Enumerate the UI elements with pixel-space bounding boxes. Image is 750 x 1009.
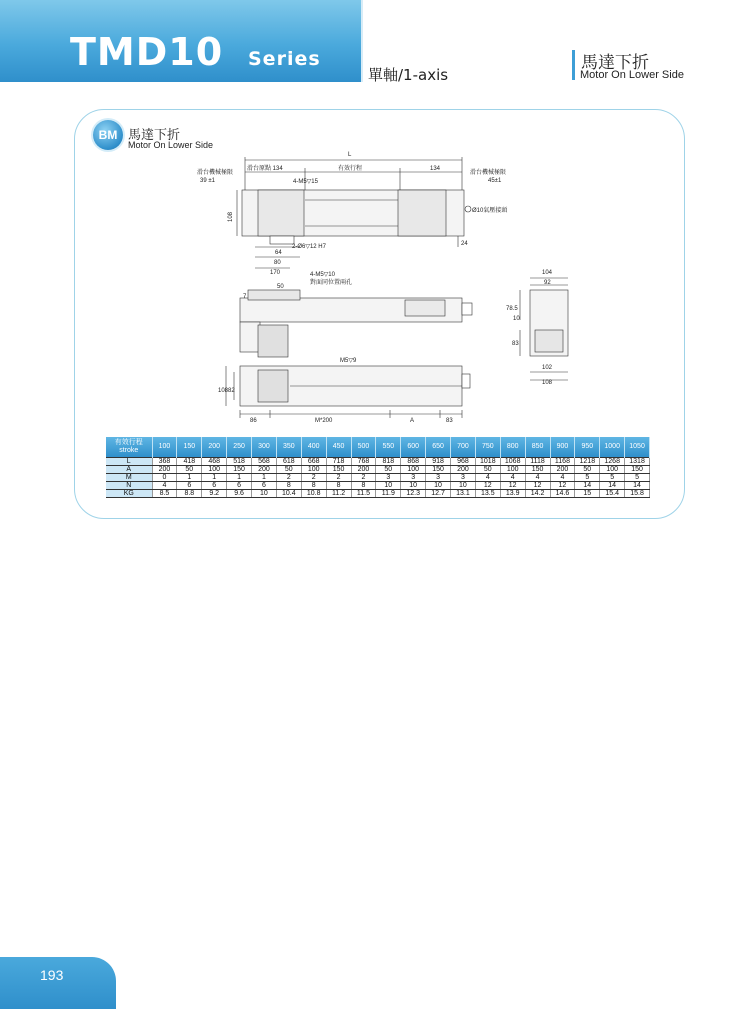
label-50: 50	[277, 284, 284, 290]
table-cell: 13.9	[500, 489, 525, 497]
table-cell: 4	[475, 473, 500, 481]
table-cell: 618	[276, 457, 301, 465]
table-cell: 14.6	[550, 489, 575, 497]
label-170: 170	[270, 270, 281, 276]
table-cell: 5	[625, 473, 650, 481]
table-row	[106, 481, 650, 489]
axis-label: 單軸/1-axis	[368, 66, 449, 84]
table-cell: 918	[426, 457, 451, 465]
stroke-col-header: 800	[500, 437, 525, 457]
label-86: 86	[250, 418, 257, 424]
table-cell: 8	[276, 481, 301, 489]
label-4m5b: 4-M5▽10	[310, 272, 335, 278]
stroke-header	[106, 437, 152, 457]
table-cell: 100	[600, 465, 625, 473]
table-cell: 150	[525, 465, 550, 473]
table-cell: 4	[152, 481, 177, 489]
row-label: M	[106, 473, 152, 481]
spec-table	[106, 437, 650, 498]
table-cell: 15	[575, 489, 600, 497]
table-cell: 15.8	[625, 489, 650, 497]
table-cell: 10.8	[301, 489, 326, 497]
label-108b: 108	[542, 380, 553, 386]
label-64: 64	[275, 250, 282, 256]
label-92: 92	[544, 280, 551, 286]
table-header-row	[106, 437, 650, 457]
table-cell: 1318	[625, 457, 650, 465]
table-cell: 1218	[575, 457, 600, 465]
label-mech-stop-left-val: 39 ±1	[200, 178, 215, 184]
stroke-col-header: 450	[326, 437, 351, 457]
label-m5b: M5▽9	[340, 358, 357, 364]
table-cell: 1	[227, 473, 252, 481]
table-cell: 418	[177, 457, 202, 465]
table-cell: 468	[202, 457, 227, 465]
stroke-col-header: 950	[575, 437, 600, 457]
table-cell: 12	[475, 481, 500, 489]
table-cell: 6	[227, 481, 252, 489]
label-air-fitting: Ø10氣壓接頭	[472, 208, 508, 214]
table-cell: 100	[500, 465, 525, 473]
label-104: 104	[542, 270, 553, 276]
table-cell: 10	[426, 481, 451, 489]
stroke-col-header: 100	[152, 437, 177, 457]
table-cell: 818	[376, 457, 401, 465]
table-cell: 10	[376, 481, 401, 489]
label-24: 24	[461, 241, 468, 247]
label-mech-stop-right: 滑台機械極限	[470, 170, 507, 176]
table-cell: 2	[351, 473, 376, 481]
table-cell: 3	[401, 473, 426, 481]
stroke-col-header: 300	[252, 437, 277, 457]
label-origin: 滑台原點 134	[247, 166, 283, 172]
table-cell: 8	[301, 481, 326, 489]
table-cell: 150	[625, 465, 650, 473]
table-cell: 200	[451, 465, 476, 473]
table-row	[106, 489, 650, 497]
table-cell: 1	[177, 473, 202, 481]
table-cell: 1018	[475, 457, 500, 465]
table-cell: 200	[351, 465, 376, 473]
panel-title-en: Motor On Lower Side	[128, 140, 214, 150]
table-cell: 1068	[500, 457, 525, 465]
stroke-col-header: 700	[451, 437, 476, 457]
table-cell: 15.4	[600, 489, 625, 497]
row-label: L	[106, 457, 152, 465]
table-cell: 2	[326, 473, 351, 481]
table-cell: 1268	[600, 457, 625, 465]
table-cell: 200	[550, 465, 575, 473]
model-title: TMD10	[70, 30, 224, 74]
table-cell: 8.5	[152, 489, 177, 497]
table-cell: 3	[451, 473, 476, 481]
table-cell: 2	[276, 473, 301, 481]
table-cell: 3	[376, 473, 401, 481]
stroke-col-header: 900	[550, 437, 575, 457]
stroke-col-header: 150	[177, 437, 202, 457]
table-cell: 100	[301, 465, 326, 473]
table-cell: 11.2	[326, 489, 351, 497]
label-stroke: 有效行程	[338, 166, 363, 172]
label-sensor: 對面同位置兩孔	[310, 280, 353, 286]
table-cell: 12	[550, 481, 575, 489]
table-cell: 5	[600, 473, 625, 481]
stroke-col-header: 200	[202, 437, 227, 457]
label-83: 83	[512, 341, 519, 347]
table-cell: 3	[426, 473, 451, 481]
table-cell: 12.7	[426, 489, 451, 497]
table-cell: 50	[575, 465, 600, 473]
table-cell: 10	[401, 481, 426, 489]
stroke-col-header: 1050	[625, 437, 650, 457]
table-cell: 968	[451, 457, 476, 465]
table-cell: 518	[227, 457, 252, 465]
table-cell: 8	[326, 481, 351, 489]
label-7: 7	[243, 294, 247, 300]
table-cell: 368	[152, 457, 177, 465]
label-82: 82	[228, 388, 235, 394]
table-cell: 6	[202, 481, 227, 489]
page-number: 193	[40, 967, 64, 983]
label-10: 10	[513, 316, 520, 322]
table-cell: 4	[500, 473, 525, 481]
page-tab	[0, 957, 116, 1009]
stroke-col-header: 1000	[600, 437, 625, 457]
table-cell: 11.9	[376, 489, 401, 497]
label-mech-stop-right-val: 45±1	[488, 178, 502, 184]
table-cell: 8	[351, 481, 376, 489]
table-cell: 14	[625, 481, 650, 489]
table-cell: 0	[152, 473, 177, 481]
table-cell: 1	[252, 473, 277, 481]
label-108: 108	[228, 211, 234, 222]
table-cell: 14	[600, 481, 625, 489]
label-m200: M*200	[315, 418, 333, 424]
panel-title-cn: 馬達下折	[128, 128, 181, 143]
label-80: 80	[274, 260, 281, 266]
stroke-col-header: 750	[475, 437, 500, 457]
stroke-col-header: 650	[426, 437, 451, 457]
table-cell: 6	[177, 481, 202, 489]
table-cell: 14.2	[525, 489, 550, 497]
table-cell: 12	[525, 481, 550, 489]
label-102: 102	[542, 365, 553, 371]
table-cell: 1168	[550, 457, 575, 465]
table-cell: 50	[475, 465, 500, 473]
label-108c: 108	[218, 388, 229, 394]
table-cell: 9.2	[202, 489, 227, 497]
table-cell: 13.1	[451, 489, 476, 497]
stroke-col-header: 600	[401, 437, 426, 457]
table-cell: 868	[401, 457, 426, 465]
table-cell: 11.5	[351, 489, 376, 497]
table-row	[106, 473, 650, 481]
table-cell: 718	[326, 457, 351, 465]
table-cell: 150	[326, 465, 351, 473]
table-cell: 14	[575, 481, 600, 489]
table-cell: 1	[202, 473, 227, 481]
table-cell: 50	[177, 465, 202, 473]
table-cell: 1118	[525, 457, 550, 465]
table-cell: 9.6	[227, 489, 252, 497]
stroke-header-cn: 有效行程	[114, 438, 143, 446]
label-mech-stop-left: 滑台機械極限	[197, 170, 234, 176]
stroke-col-header: 400	[301, 437, 326, 457]
table-cell: 200	[252, 465, 277, 473]
stroke-col-header: 850	[525, 437, 550, 457]
table-cell: 768	[351, 457, 376, 465]
technical-drawing	[190, 145, 570, 430]
dim-L: L	[348, 152, 352, 158]
table-row	[106, 465, 650, 473]
table-cell: 100	[202, 465, 227, 473]
table-cell: 2	[301, 473, 326, 481]
table-cell: 10	[252, 489, 277, 497]
table-cell: 50	[376, 465, 401, 473]
stroke-col-header: 500	[351, 437, 376, 457]
table-cell: 50	[276, 465, 301, 473]
table-cell: 668	[301, 457, 326, 465]
table-cell: 8.8	[177, 489, 202, 497]
stroke-col-header: 250	[227, 437, 252, 457]
table-cell: 13.5	[475, 489, 500, 497]
table-cell: 12.3	[401, 489, 426, 497]
bm-badge-icon: BM	[93, 120, 123, 150]
table-cell: 4	[525, 473, 550, 481]
table-cell: 4	[550, 473, 575, 481]
stroke-header-en: stroke	[119, 446, 139, 454]
row-label: KG	[106, 489, 152, 497]
label-A: A	[410, 418, 415, 424]
table-cell: 5	[575, 473, 600, 481]
section-title-cn: 馬達下折	[581, 53, 649, 73]
table-cell: 10	[451, 481, 476, 489]
row-label: A	[106, 465, 152, 473]
table-cell: 6	[252, 481, 277, 489]
table-cell: 150	[426, 465, 451, 473]
series-label: Series	[248, 48, 321, 70]
table-cell: 150	[227, 465, 252, 473]
table-row	[106, 457, 650, 465]
table-cell: 568	[252, 457, 277, 465]
table-cell: 10.4	[276, 489, 301, 497]
label-83b: 83	[446, 418, 453, 424]
label-4m5: 4-M5▽15	[293, 179, 318, 185]
table-cell: 200	[152, 465, 177, 473]
table-cell: 100	[401, 465, 426, 473]
section-title-en: Motor On Lower Side	[580, 69, 684, 81]
label-pin: 2-Ø6▽12 H7	[292, 244, 326, 250]
section-accent-bar	[572, 50, 575, 80]
table-cell: 12	[500, 481, 525, 489]
label-78-5: 78.5	[506, 306, 518, 312]
stroke-col-header: 550	[376, 437, 401, 457]
row-label: N	[106, 481, 152, 489]
label-134-right: 134	[430, 166, 441, 172]
stroke-col-header: 350	[276, 437, 301, 457]
